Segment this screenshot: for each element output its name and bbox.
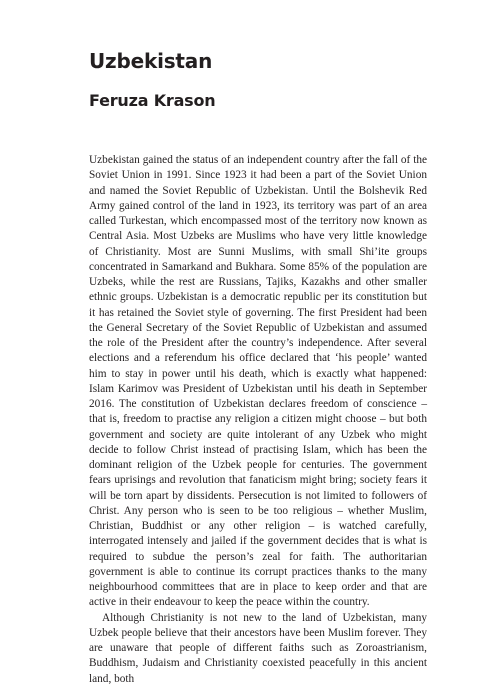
- body-paragraph: Although Christianity is not new to the land of Uzbekistan, many Uzbek people believe that their ancestors have been Muslim forever. They are unaware that people of different faiths such as Zoroastrianism, Buddhism, Judaism and Christianity coexisted peacefully in this ancient land, both: [89, 611, 427, 685]
- chapter-title: Uzbekistan: [89, 49, 213, 73]
- chapter-body: [89, 153, 427, 687]
- body-paragraph: Uzbekistan gained the status of an independent country after the fall of the Soviet Union in 1991. Since 1923 it had been a part of the Soviet Union and named the Soviet Republic of Uzbekistan. Until the Bolshevik Red Army gained control of the land in 1923, its territory was part of an area called Turkestan, which encompassed most of the territory now known as Central Asia. Most Uzbeks are Muslims who have very little knowledge of Christianity. Most are Sunni Muslims, with small Shi’ite groups concentrated in Samarkand and Bukhara. Some 85% of the population are Uzbeks, while the rest are Russians, Tajiks, Kazakhs and other smaller ethnic groups. Uzbekistan is a democratic republic per its constitution but it has retained the Soviet style of governing. The first President had been the General Secretary of the Soviet Republic of Uzbekistan and assumed the role of the President after the country’s independence. After several elections and a referendum his office declared that ‘his people’ wanted him to stay in power until his death, which is exactly what happened: Islam Karimov was President of Uzbekistan until his death in September 2016. The constitution of Uzbekistan declares freedom of conscience – that is, freedom to practise any religion a citizen might choose – but both government and society are quite intolerant of any Uzbek who might decide to follow Christ instead of practising Islam, which has been the dominant religion of the Uzbek people for centuries. The government fears uprisings and revolution that fanaticism might bring; society fears it will be torn apart by dissidents. Persecution is not limited to followers of Christ. Any person who is seen to be too religious – whether Muslim, Christian, Buddhist or any other religion – is watched carefully, interrogated intensely and jailed if the government decides that is what is required to subdue the person’s zeal for faith. The authoritarian government is able to continue its corrupt practices thanks to the many neighbourhood committees that are in place to keep order and that are active in their endeavour to keep the peace within the country.: [89, 154, 427, 609]
- chapter-author: Feruza Krason: [89, 91, 216, 110]
